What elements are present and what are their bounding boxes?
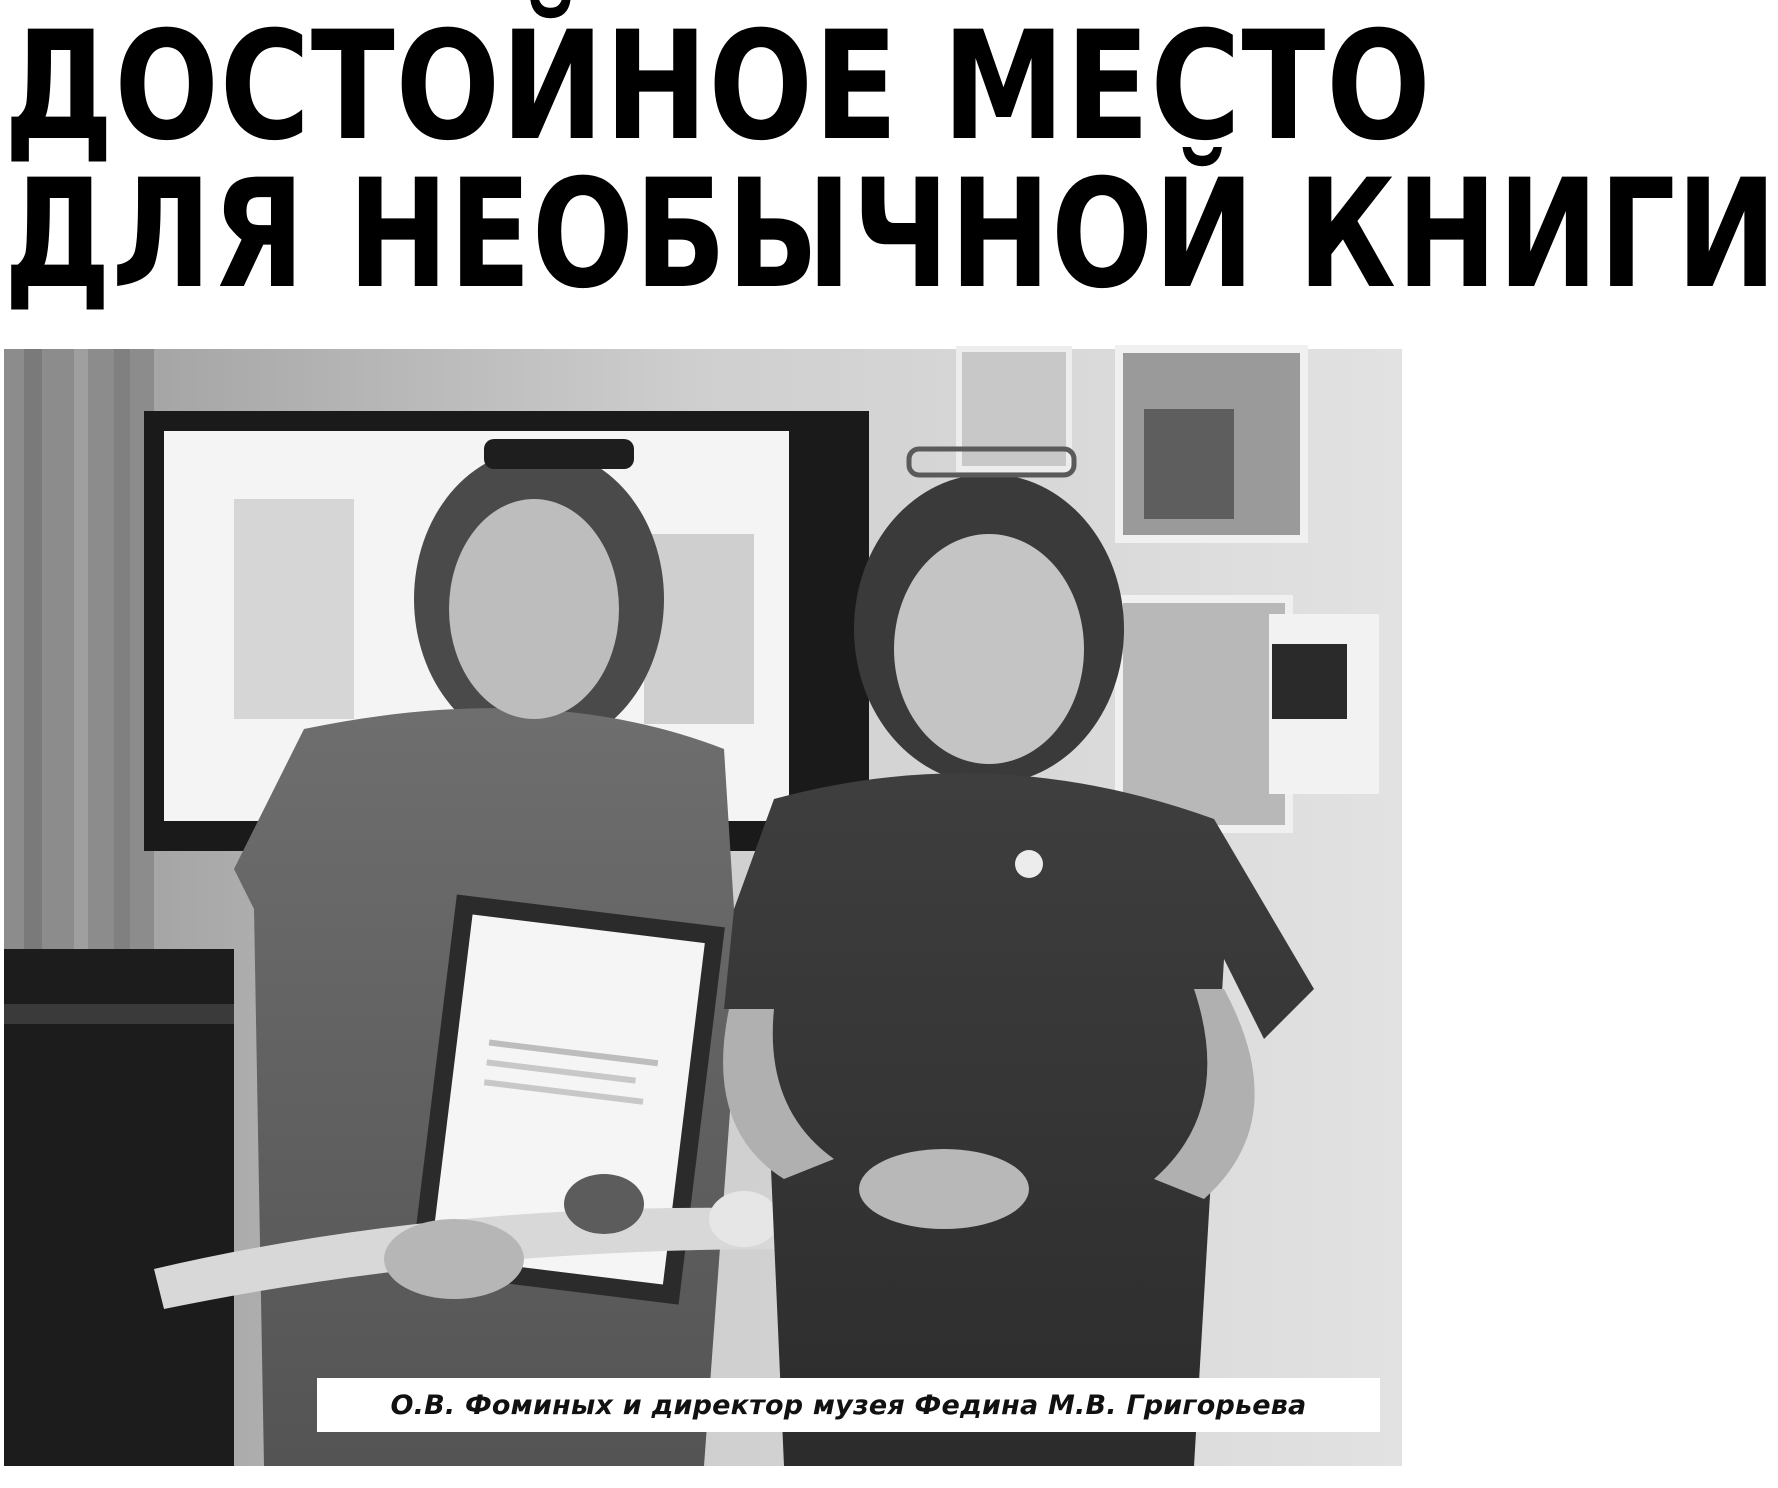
photo-illustration bbox=[4, 349, 1402, 1466]
photo-caption: О.В. Фоминых и директор музея Федина М.В. Григорьева bbox=[390, 1389, 1307, 1421]
news-photo bbox=[4, 349, 1402, 1466]
headline-line-2: ДЛЯ НЕОБЫЧНОЙ КНИГИ bbox=[4, 148, 1778, 322]
headline-line-1: ДОСТОЙНОЕ МЕСТО bbox=[4, 0, 1432, 174]
photo-caption-box bbox=[317, 1378, 1380, 1432]
